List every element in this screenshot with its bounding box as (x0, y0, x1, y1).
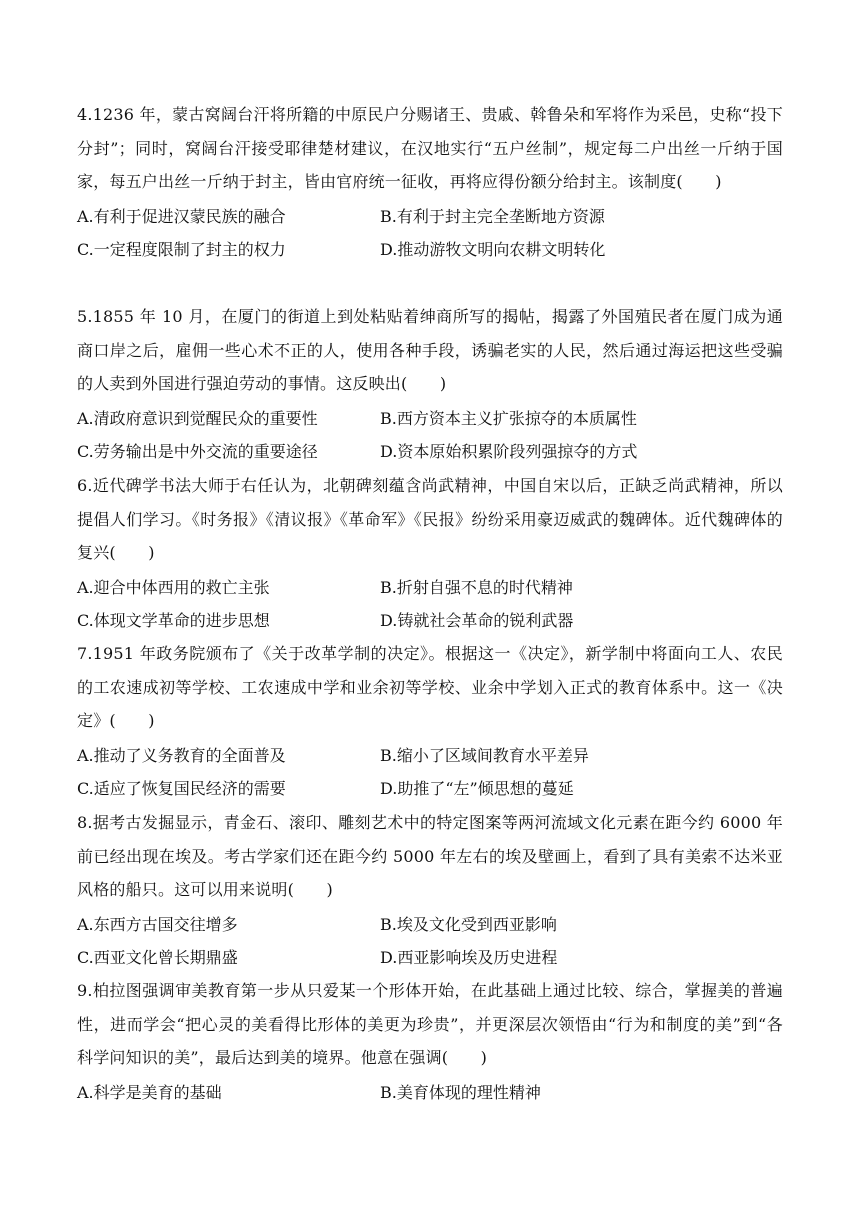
option-a[interactable]: A.推动了义务教育的全面普及 (77, 745, 286, 765)
question-7 (77, 637, 783, 805)
option-b[interactable]: B.有利于封主完全垄断地方资源 (380, 206, 605, 226)
question-stem: 9.柏拉图强调审美教育第一步从只爱某一个形体开始，在此基础上通过比较、综合，掌握美的普遍性，进而学会“把心灵的美看得比形体的美更为珍贵”，并更深层次领悟由“行为和制度的美”到“各科学问知识的美”，最后达到美的境界。他意在强调( ) (77, 981, 783, 1067)
question-stem: 4.1236 年，蒙古窝阔台汗将所籍的中原民户分赐诸王、贵戚、斡鲁朵和军将作为采邑，史称“投下分封”；同时，窝阔台汗接受耶律楚材建议，在汉地实行“五户丝制”，规定每二户出丝一斤纳于国家，每五户出丝一斤纳于封主，皆由官府统一征收，再将应得份额分给封主。该制度( ) (77, 105, 783, 191)
question-options (77, 401, 783, 468)
question-6 (77, 469, 783, 637)
question-8 (77, 806, 783, 974)
option-d[interactable]: D.助推了“左”倾思想的蔓延 (380, 779, 574, 799)
question-5 (77, 300, 783, 468)
option-b[interactable]: B.埃及文化受到西亚影响 (380, 914, 557, 934)
question-options (77, 907, 783, 974)
question-options (77, 570, 783, 637)
question-options (77, 199, 783, 266)
question-stem: 6.近代碑学书法大师于右任认为，北朝碑刻蕴含尚武精神，中国自宋以后，正缺乏尚武精神，所以提倡人们学习。《时务报》《清议报》《革命军》《民报》纷纷采用豪迈威武的魏碑体。近代魏碑体的复兴( ) (77, 476, 783, 562)
question-stem: 8.据考古发掘显示，青金石、滚印、雕刻艺术中的特定图案等两河流域文化元素在距今约 6000 年前已经出现在埃及。考古学家们还在距今约 5000 年左右的埃及壁画上，看到了具有美索不达米亚风格的船只。这可以用来说明( ) (77, 813, 783, 899)
option-a[interactable]: A.科学是美育的基础 (77, 1082, 222, 1102)
question-4 (77, 98, 783, 266)
option-d[interactable]: D.资本原始积累阶段列强掠夺的方式 (380, 442, 638, 462)
option-a[interactable]: A.清政府意识到觉醒民众的重要性 (77, 408, 318, 428)
option-d[interactable]: D.西亚影响埃及历史进程 (380, 948, 558, 968)
option-c[interactable]: C.体现文学革命的进步思想 (77, 611, 270, 631)
option-a[interactable]: A.东西方古国交往增多 (77, 914, 238, 934)
option-c[interactable]: C.西亚文化曾长期鼎盛 (77, 948, 238, 968)
option-c[interactable]: C.适应了恢复国民经济的需要 (77, 779, 286, 799)
option-b[interactable]: B.缩小了区域间教育水平差异 (380, 745, 589, 765)
question-stem: 7.1951 年政务院颁布了《关于改革学制的决定》。根据这一《决定》，新学制中将面向工人、农民的工农速成初等学校、工农速成中学和业余初等学校、业余中学划入正式的教育体系中。这一《决定》( ) (77, 644, 783, 730)
question-options (77, 1075, 783, 1109)
option-c[interactable]: C.劳务输出是中外交流的重要途径 (77, 442, 318, 462)
question-options (77, 738, 783, 805)
option-d[interactable]: D.铸就社会革命的锐利武器 (380, 611, 574, 631)
question-stem: 5.1855 年 10 月，在厦门的街道上到处粘贴着绅商所写的揭帖，揭露了外国殖民者在厦门成为通商口岸之后，雇佣一些心术不正的人，使用各种手段，诱骗老实的人民，然后通过海运把这些受骗的人卖到外国进行强迫劳动的事情。这反映出( ) (77, 307, 783, 393)
option-b[interactable]: B.折射自强不息的时代精神 (380, 577, 573, 597)
option-a[interactable]: A.迎合中体西用的救亡主张 (77, 577, 270, 597)
option-b[interactable]: B.美育体现的理性精神 (380, 1082, 541, 1102)
question-9 (77, 974, 783, 1108)
option-c[interactable]: C.一定程度限制了封主的权力 (77, 240, 286, 260)
option-a[interactable]: A.有利于促进汉蒙民族的融合 (77, 206, 286, 226)
option-b[interactable]: B.西方资本主义扩张掠夺的本质属性 (380, 408, 637, 428)
option-d[interactable]: D.推动游牧文明向农耕文明转化 (380, 240, 606, 260)
